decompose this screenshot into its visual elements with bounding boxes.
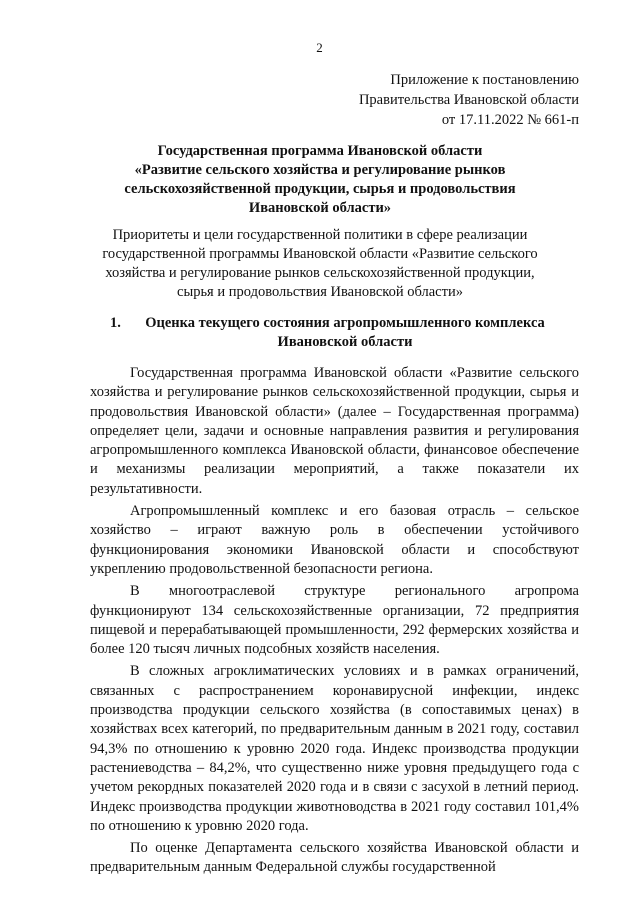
program-title-line-3: сельскохозяйственной продукции, сырья и продовольствия	[124, 181, 516, 197]
section-heading	[90, 314, 560, 352]
paragraph: Агропромышленный комплекс и его базовая отрасль – сельское хозяйство – играют важную роль в обеспечении устойчивого функционирования экономики Ивановской области и способствуют укреплению продовольственной безопасности региона.	[90, 503, 579, 577]
appendix-line-2: Правительства Ивановской области	[358, 92, 579, 108]
program-title-line-2: «Развитие сельского хозяйства и регулирование рынков	[134, 162, 506, 178]
paragraph: В многоотраслевой структуре регионального агропрома функционируют 134 сельскохозяйственные организации, 72 предприятия пищевой и перерабатывающей промышленности, 292 фермерских хозяйства и более 120 тысяч личных подсобных хозяйств населения.	[90, 583, 579, 658]
priorities-line-1: Приоритеты и цели государственной политики в сфере реализации	[112, 227, 528, 243]
priorities-line-2: государственной программы Ивановской области «Развитие сельского	[102, 246, 538, 262]
paragraph: Государственная программа Ивановской области «Развитие сельского хозяйства и регулирование рынков сельскохозяйственной продукции, сырья и продовольствия Ивановской области» (далее – Государственная программа) определяет цели, задачи и основные направления развития и регулирования агропромышленного комплекса Ивановской области, финансовое обеспечение и механизмы реализации мероприятий, а также показатели их результативности.	[90, 365, 579, 497]
program-title-line-1: Государственная программа Ивановской области	[157, 143, 483, 159]
section-title-line-2: Ивановской области	[277, 334, 413, 350]
paragraph: По оценке Департамента сельского хозяйства Ивановской области и предварительным данным Федеральной службы государственной	[90, 840, 579, 876]
appendix-line-3: от 17.11.2022 № 661-п	[441, 112, 579, 128]
appendix-line-1: Приложение к постановлению	[390, 72, 579, 88]
program-title-line-4: Ивановской области»	[248, 200, 392, 216]
paragraph: В сложных агроклиматических условиях и в рамках ограничений, связанных с распространением коронавирусной инфекции, индекс производства продукции сельского хозяйства (в сопоставимых ценах) в хозяйствах всех категорий, по предварительным данным в 2021 году, составил 94,3% по отношению к уровню 2020 года. Индекс производства продукции растениеводства – 84,2%, что существенно ниже уровня предыдущего года с учетом рекордных показателей 2020 года и в связи с засухой в летний период. Индекс производства продукции животноводства в 2021 году составил 101,4% по отношению к уровню 2020 года.	[90, 663, 579, 834]
priorities-line-3: хозяйства и регулирование рынков сельскохозяйственной продукции,	[105, 265, 535, 281]
body-text	[90, 364, 579, 881]
program-title	[90, 142, 550, 218]
appendix-header	[359, 70, 579, 130]
page-number: 2	[316, 40, 323, 55]
priorities-heading	[80, 226, 560, 302]
priorities-line-4: сырья и продовольствия Ивановской области»	[177, 284, 463, 300]
section-title-line-1: Оценка текущего состояния агропромышленного комплекса	[145, 315, 545, 331]
section-number: 1.	[110, 315, 121, 331]
